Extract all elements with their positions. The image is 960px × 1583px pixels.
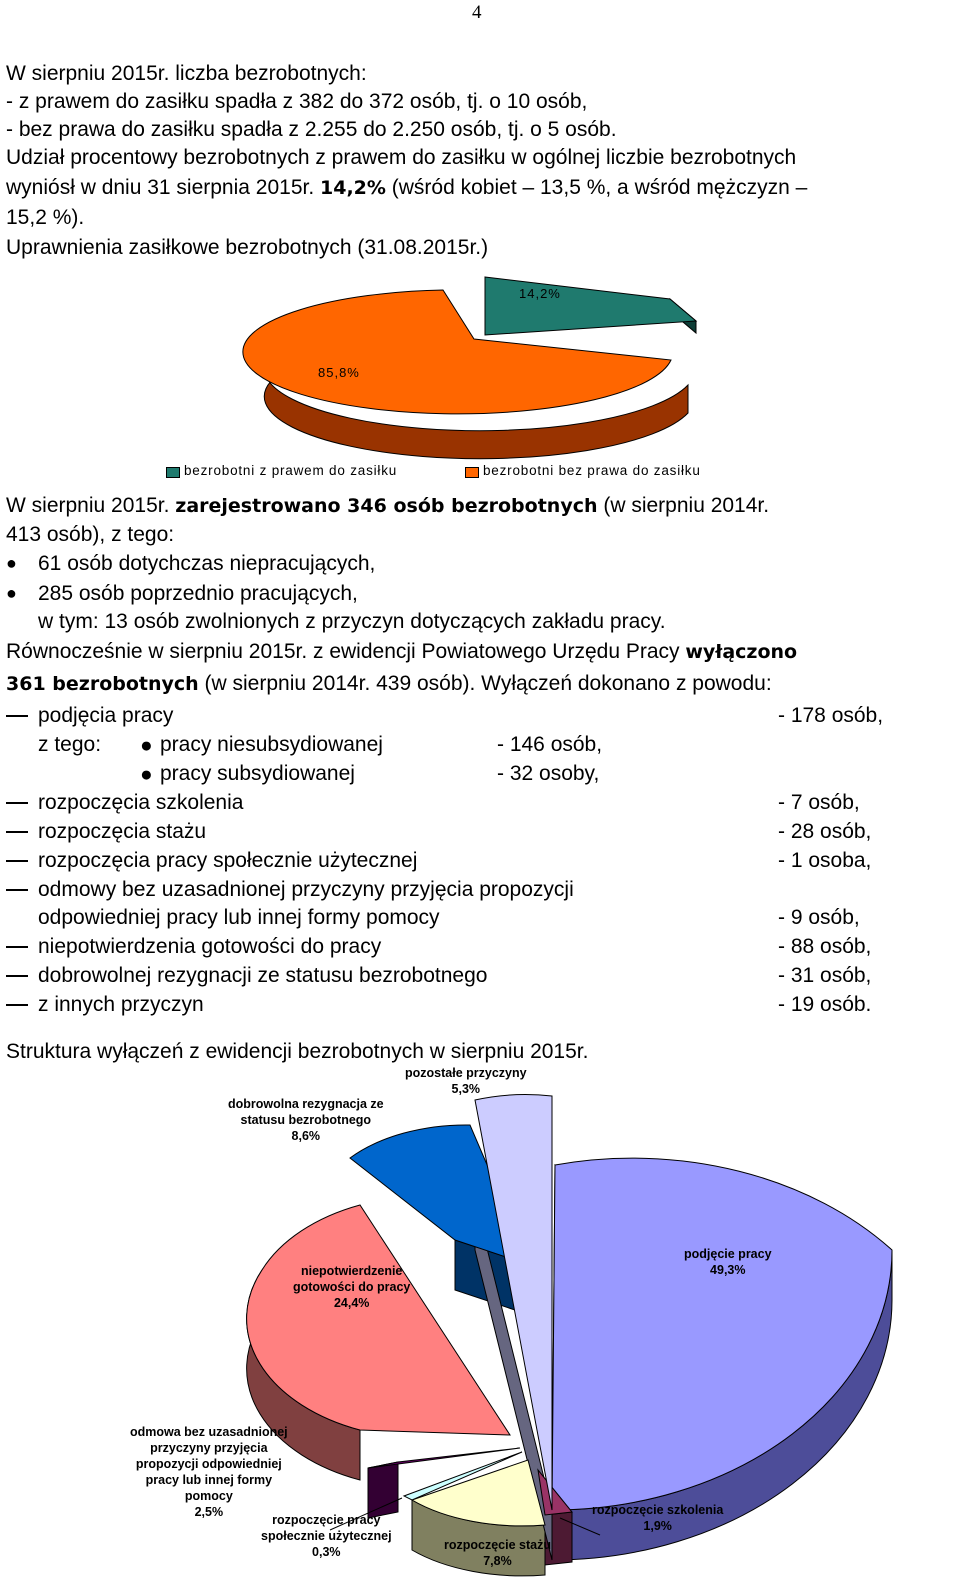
reason-value: - 178 osób, — [778, 704, 884, 727]
pie2-label-pozostale — [405, 1065, 527, 1097]
removed-line-2 — [6, 670, 772, 698]
reason-label: rozpoczęcia szkolenia — [38, 791, 244, 814]
pie2-label-value: 0,3% — [312, 1545, 341, 1559]
reason-label: podjęcia pracy — [38, 704, 174, 727]
pie2-label-text: rozpoczęcie pracy — [272, 1513, 381, 1527]
bullet-1-marker: ● — [6, 553, 17, 573]
pie2-label-value: 24,4% — [333, 1296, 370, 1310]
pie2-label-text: pozostałe przyczyny — [405, 1066, 527, 1080]
registered-line-1 — [6, 492, 769, 520]
reason-value: - 9 osób, — [778, 906, 860, 929]
pie2-label-value: 5,3% — [451, 1082, 481, 1096]
pie2-label-text: przyczyny przyjęcia — [150, 1441, 268, 1455]
pie2-label-value: 8,6% — [291, 1129, 321, 1143]
reason-label: odmowy bez uzasadnionej przyczyny przyjęcia propozycji — [38, 878, 574, 901]
bullet-sub-text: w tym: 13 osób zwolnionych z przyczyn dotyczących zakładu pracy. — [38, 610, 666, 633]
sub-reason-value: - 32 osoby, — [497, 762, 600, 785]
pie2-label-text: gotowości do pracy — [293, 1280, 411, 1294]
pie2-label-value: 7,8% — [483, 1554, 512, 1568]
pie2-slice-odmowa — [368, 1448, 520, 1468]
legend-label-z-prawem: bezrobotni z prawem do zasiłku — [184, 463, 398, 478]
pie2-label-text: społecznie użytecznej — [261, 1529, 392, 1543]
removed-line-1 — [6, 638, 797, 666]
bullet-2-text: 285 osób poprzednio pracujących, — [38, 582, 358, 605]
registered-count: zarejestrowano 346 osób bezrobotnych — [175, 495, 598, 517]
intro-line-3: - bez prawa do zasiłku spadła z 2.255 do 2.250 osób, tj. o 5 osób. — [6, 118, 617, 141]
sub-reason-value: - 146 osób, — [497, 733, 603, 756]
list-dash — [6, 831, 28, 833]
pie2-label-value: 49,3% — [710, 1263, 746, 1277]
legend-swatch-bez-prawa — [465, 467, 479, 478]
pie2-depth-odmowa — [368, 1462, 398, 1518]
reason-label: dobrowolnej rezygnacji ze statusu bezrobotnego — [38, 964, 488, 987]
intro-line-6: 15,2 %). — [6, 206, 85, 229]
pie2-label-text: odmowa bez uzasadnionej — [130, 1425, 288, 1439]
removed-count: 361 bezrobotnych — [6, 673, 199, 695]
reason-value: - 28 osób, — [778, 820, 872, 843]
sub-bullet-marker: ● — [140, 763, 153, 786]
page-number: 4 — [472, 2, 482, 23]
pie2-label-text: niepotwierdzenie — [300, 1264, 403, 1278]
sub-reason-label: pracy subsydiowanej — [160, 762, 355, 785]
reason-value: - 1 osoba, — [778, 849, 872, 872]
intro-line-2: - z prawem do zasiłku spadła z 382 do 372 osób, tj. o 10 osób, — [6, 90, 588, 113]
reason-value: - 19 osób. — [778, 993, 872, 1016]
pie2-label-spoleczna — [261, 1512, 392, 1560]
pie2-label-text: statusu bezrobotnego — [240, 1113, 372, 1127]
reason-value: - 7 osób, — [778, 791, 860, 814]
chart1-pie — [0, 265, 960, 495]
intro-line-5-a: wyniósł w dniu 31 sierpnia 2015r. — [6, 176, 321, 199]
pie1-label-z-prawem: 14,2% — [519, 286, 561, 301]
reason-value: - 88 osób, — [778, 935, 872, 958]
pie1-slice-z-prawem — [485, 277, 696, 335]
reason-label: rozpoczęcia stażu — [38, 820, 207, 843]
removed-line-1-a: Równocześnie w sierpniu 2015r. z ewidencji Powiatowego Urzędu Pracy — [6, 640, 686, 663]
reason-label: z innych przyczyn — [38, 993, 204, 1016]
pie2-label-text: pomocy — [184, 1489, 233, 1503]
removed-line-2-b: (w sierpniu 2014r. 439 osób). Wyłączeń dokonano z powodu: — [198, 672, 772, 695]
intro-line-1: W sierpniu 2015r. liczba bezrobotnych: — [6, 62, 367, 85]
intro-line-4: Udział procentowy bezrobotnych z prawem do zasiłku w ogólnej liczbie bezrobotnych — [6, 146, 797, 169]
pie2-label-value: 1,9% — [643, 1519, 672, 1533]
bullet-1-text: 61 osób dotychczas niepracujących, — [38, 552, 376, 575]
intro-line-5-b: (wśród kobiet – 13,5 %, a wśród mężczyzn – — [385, 176, 808, 199]
pie2-label-text: rozpoczęcie szkolenia — [592, 1503, 724, 1517]
pie2-label-text: podjęcie pracy — [684, 1247, 772, 1261]
pie2-label-text: rozpoczęcie stażu — [444, 1538, 551, 1552]
share-value: 14,2% — [320, 177, 386, 199]
sub-reason-label: pracy niesubsydiowanej — [160, 733, 383, 756]
pie2-slice-podjecie-main — [552, 1158, 892, 1510]
registered-line-2: 413 osób), z tego: — [6, 523, 175, 546]
list-dash — [6, 802, 28, 804]
list-dash — [6, 946, 28, 948]
sub-bullet-marker: ● — [140, 734, 153, 757]
pie2-label-staz — [444, 1537, 551, 1569]
pie2-label-value: 2,5% — [194, 1505, 224, 1519]
pie2-label-text: pracy lub innej formy — [145, 1473, 273, 1487]
list-dash — [6, 860, 28, 862]
legend-label-bez-prawa: bezrobotni bez prawa do zasiłku — [483, 463, 701, 478]
registered-line-1-b: (w sierpniu 2014r. — [597, 494, 770, 517]
pie1-label-bez-prawa: 85,8% — [318, 365, 360, 380]
pie2-label-text: propozycji odpowiedniej — [135, 1457, 282, 1471]
reason-label: rozpoczęcia pracy społecznie użytecznej — [38, 849, 418, 872]
removed-bold: wyłączono — [685, 641, 798, 663]
pie2-label-dobrowolna — [228, 1096, 384, 1144]
list-dash — [6, 715, 28, 717]
pie2-label-odmowa — [130, 1424, 288, 1520]
list-dash — [6, 975, 28, 977]
legend-swatch-z-prawem — [166, 467, 180, 478]
chart1-title: Uprawnienia zasiłkowe bezrobotnych (31.08.2015r.) — [6, 236, 489, 259]
reason-label: niepotwierdzenia gotowości do pracy — [38, 935, 382, 958]
pie2-slice-pozostale — [475, 1095, 552, 1510]
pie2-label-podjecie — [684, 1246, 772, 1278]
intro-line-5 — [6, 174, 807, 202]
list-dash — [6, 1004, 28, 1006]
pie2-label-niepotw — [293, 1263, 410, 1311]
reason-label-cont: odpowiedniej pracy lub innej formy pomocy — [38, 906, 440, 929]
ztego-label: z tego: — [38, 733, 102, 756]
bullet-2-marker: ● — [6, 583, 17, 603]
list-dash — [6, 889, 28, 891]
registered-line-1-a: W sierpniu 2015r. — [6, 494, 176, 517]
chart2-title: Struktura wyłączeń z ewidencji bezrobotnych w sierpniu 2015r. — [6, 1040, 589, 1063]
reason-value: - 31 osób, — [778, 964, 872, 987]
pie2-label-szkolenie — [592, 1502, 723, 1534]
pie2-label-text: dobrowolna rezygnacja ze — [228, 1097, 384, 1111]
